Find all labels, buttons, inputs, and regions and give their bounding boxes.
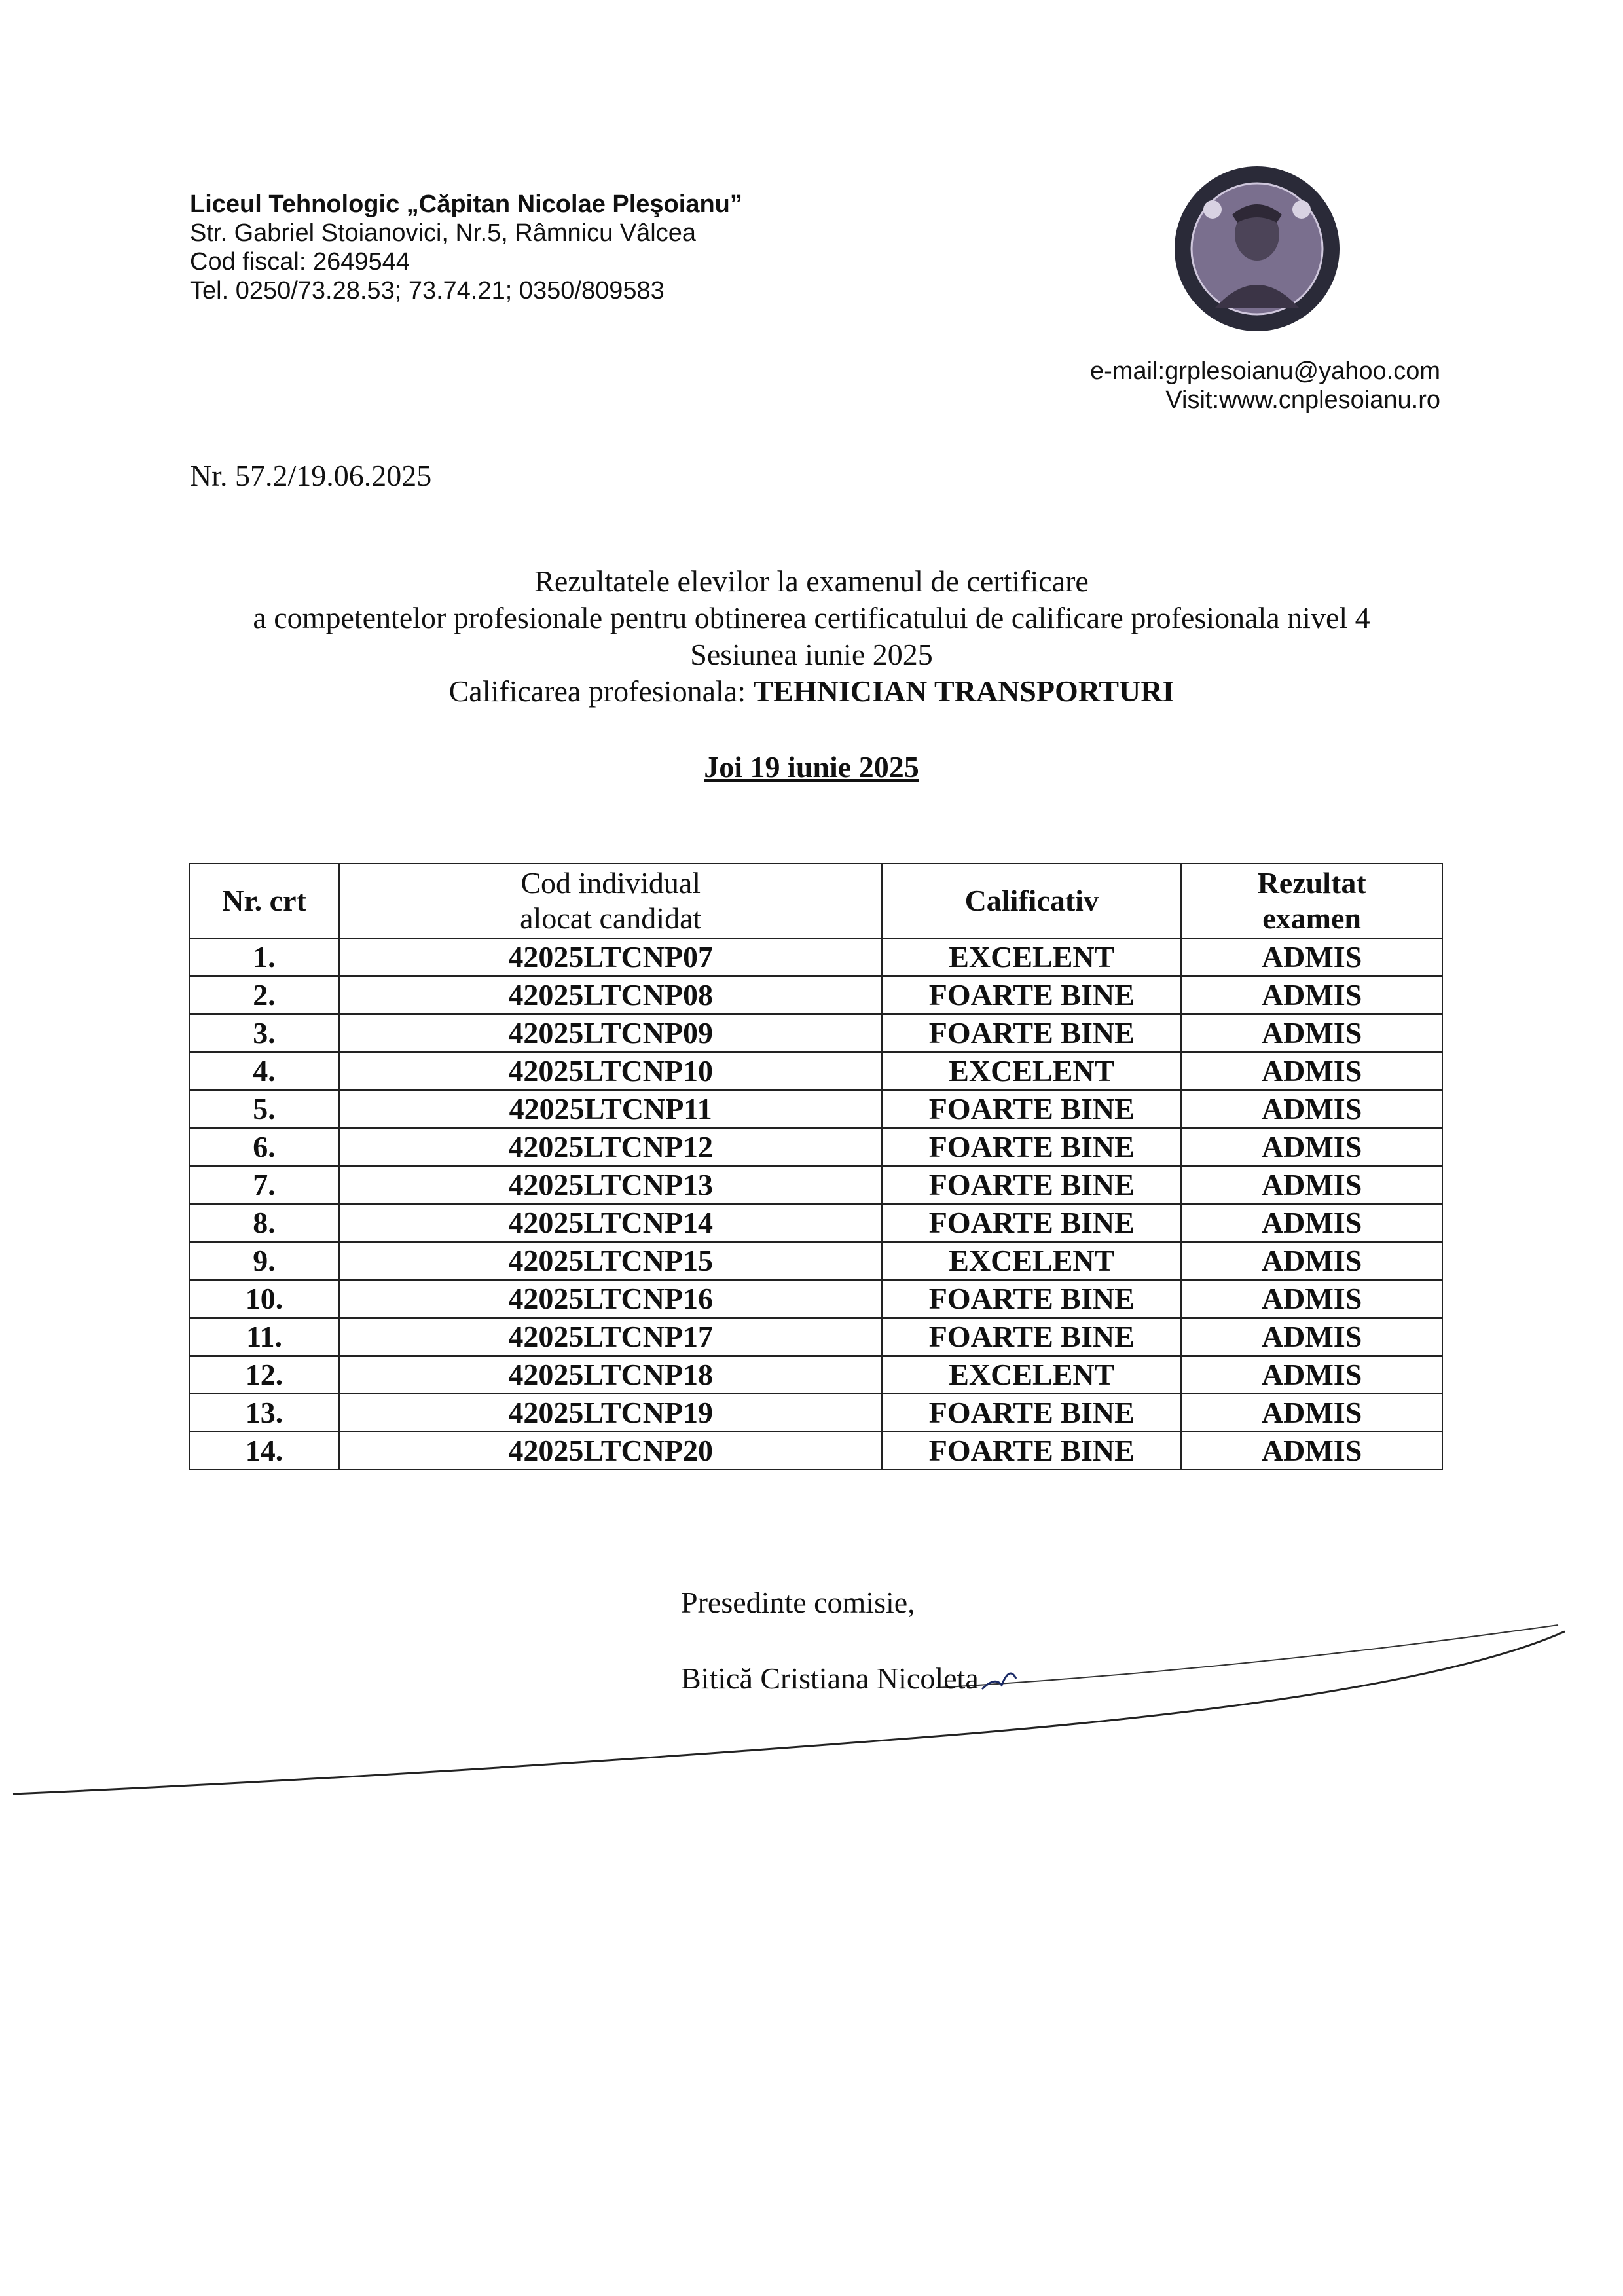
- cell-nr: 2.: [189, 976, 339, 1014]
- table-header-row: [189, 864, 1442, 938]
- session: Sesiunea iunie 2025: [690, 638, 933, 671]
- email-address: e-mail:grplesoianu@yahoo.com: [1090, 357, 1440, 385]
- table-row: [189, 1014, 1442, 1052]
- qualification: [0, 673, 1623, 710]
- school-logo-seal: [1172, 164, 1342, 334]
- signatory-role: Presedinte comisie,: [681, 1586, 915, 1619]
- contact-info: [1087, 357, 1440, 414]
- cell-nr: 9.: [189, 1242, 339, 1280]
- cell-code: 42025LTCNP14: [339, 1204, 882, 1242]
- table-row: [189, 1166, 1442, 1204]
- cell-result: ADMIS: [1181, 1356, 1442, 1394]
- signatory-name: Bitică Cristiana Nicoleta: [681, 1662, 979, 1695]
- cell-grade: FOARTE BINE: [882, 1394, 1181, 1432]
- header-code: [339, 864, 882, 938]
- header-result: [1181, 864, 1442, 938]
- cell-result: ADMIS: [1181, 1014, 1442, 1052]
- table-row: [189, 1432, 1442, 1470]
- cell-result: ADMIS: [1181, 1280, 1442, 1318]
- header-nr: Nr. crt: [189, 864, 339, 938]
- table-row: [189, 1204, 1442, 1242]
- table-row: [189, 1128, 1442, 1166]
- cell-grade: FOARTE BINE: [882, 1128, 1181, 1166]
- cell-nr: 8.: [189, 1204, 339, 1242]
- table-row: [189, 1394, 1442, 1432]
- school-name: Liceul Tehnologic „Căpitan Nicolae Pleşoianu”: [190, 191, 742, 218]
- cell-grade: FOARTE BINE: [882, 1318, 1181, 1356]
- cell-nr: 4.: [189, 1052, 339, 1090]
- cell-grade: FOARTE BINE: [882, 1090, 1181, 1128]
- cell-code: 42025LTCNP16: [339, 1280, 882, 1318]
- header-grade: Calificativ: [882, 864, 1181, 938]
- cell-result: ADMIS: [1181, 1166, 1442, 1204]
- cell-code: 42025LTCNP15: [339, 1242, 882, 1280]
- document-title: [0, 563, 1623, 710]
- website: Visit:www.cnplesoianu.ro: [1165, 386, 1440, 414]
- cell-result: ADMIS: [1181, 976, 1442, 1014]
- cell-result: ADMIS: [1181, 938, 1442, 976]
- cell-nr: 13.: [189, 1394, 339, 1432]
- cell-code: 42025LTCNP07: [339, 938, 882, 976]
- cell-nr: 7.: [189, 1166, 339, 1204]
- title-line-2: a competentelor profesionale pentru obtinerea certificatului de calificare profesionala nivel 4: [253, 601, 1370, 634]
- table-row: [189, 1242, 1442, 1280]
- cell-nr: 10.: [189, 1280, 339, 1318]
- cell-code: 42025LTCNP10: [339, 1052, 882, 1090]
- cell-code: 42025LTCNP09: [339, 1014, 882, 1052]
- cell-grade: FOARTE BINE: [882, 1166, 1181, 1204]
- fiscal-code: Cod fiscal: 2649544: [190, 248, 410, 276]
- cell-result: ADMIS: [1181, 1090, 1442, 1128]
- cell-result: ADMIS: [1181, 1394, 1442, 1432]
- cell-code: 42025LTCNP12: [339, 1128, 882, 1166]
- phone-numbers: Tel. 0250/73.28.53; 73.74.21; 0350/809583: [190, 277, 665, 304]
- document-number: Nr. 57.2/19.06.2025: [190, 459, 432, 492]
- table-row: [189, 1280, 1442, 1318]
- exam-date: Joi 19 iunie 2025: [704, 750, 919, 784]
- cell-nr: 3.: [189, 1014, 339, 1052]
- table-row: [189, 976, 1442, 1014]
- cell-result: ADMIS: [1181, 1204, 1442, 1242]
- cell-nr: 11.: [189, 1318, 339, 1356]
- exam-date-line: [0, 750, 1623, 784]
- qualification-prefix: Calificarea profesionala:: [448, 674, 754, 708]
- table-row: [189, 1052, 1442, 1090]
- cell-nr: 1.: [189, 938, 339, 976]
- cell-code: 42025LTCNP19: [339, 1394, 882, 1432]
- cell-code: 42025LTCNP13: [339, 1166, 882, 1204]
- table-row: [189, 1356, 1442, 1394]
- cell-nr: 6.: [189, 1128, 339, 1166]
- cell-grade: FOARTE BINE: [882, 1014, 1181, 1052]
- header-result-line-1: Rezultat: [1257, 866, 1366, 900]
- cell-grade: FOARTE BINE: [882, 976, 1181, 1014]
- header-result-line-2: examen: [1262, 902, 1361, 935]
- title-line-1: Rezultatele elevilor la examenul de certificare: [534, 564, 1089, 598]
- header-code-line-2: alocat candidat: [520, 902, 702, 935]
- qualification-name: TEHNICIAN TRANSPORTURI: [753, 674, 1175, 708]
- cell-grade: EXCELENT: [882, 938, 1181, 976]
- table-row: [189, 1090, 1442, 1128]
- cell-grade: EXCELENT: [882, 1052, 1181, 1090]
- cell-result: ADMIS: [1181, 1242, 1442, 1280]
- cell-result: ADMIS: [1181, 1318, 1442, 1356]
- cell-code: 42025LTCNP11: [339, 1090, 882, 1128]
- cell-result: ADMIS: [1181, 1432, 1442, 1470]
- letterhead: [190, 190, 742, 305]
- cell-result: ADMIS: [1181, 1052, 1442, 1090]
- cell-nr: 12.: [189, 1356, 339, 1394]
- cell-nr: 5.: [189, 1090, 339, 1128]
- cell-code: 42025LTCNP17: [339, 1318, 882, 1356]
- cell-grade: FOARTE BINE: [882, 1204, 1181, 1242]
- results-table: [189, 863, 1443, 1470]
- cell-nr: 14.: [189, 1432, 339, 1470]
- table-body: [189, 938, 1442, 1470]
- cell-code: 42025LTCNP18: [339, 1356, 882, 1394]
- cell-grade: FOARTE BINE: [882, 1280, 1181, 1318]
- table-row: [189, 1318, 1442, 1356]
- cell-code: 42025LTCNP08: [339, 976, 882, 1014]
- cell-code: 42025LTCNP20: [339, 1432, 882, 1470]
- table-row: [189, 938, 1442, 976]
- header-code-line-1: Cod individual: [520, 866, 701, 900]
- cell-grade: EXCELENT: [882, 1242, 1181, 1280]
- signature-block: [681, 1584, 979, 1697]
- cell-grade: FOARTE BINE: [882, 1432, 1181, 1470]
- school-address: Str. Gabriel Stoianovici, Nr.5, Râmnicu Vâlcea: [190, 219, 697, 247]
- cell-grade: EXCELENT: [882, 1356, 1181, 1394]
- cell-result: ADMIS: [1181, 1128, 1442, 1166]
